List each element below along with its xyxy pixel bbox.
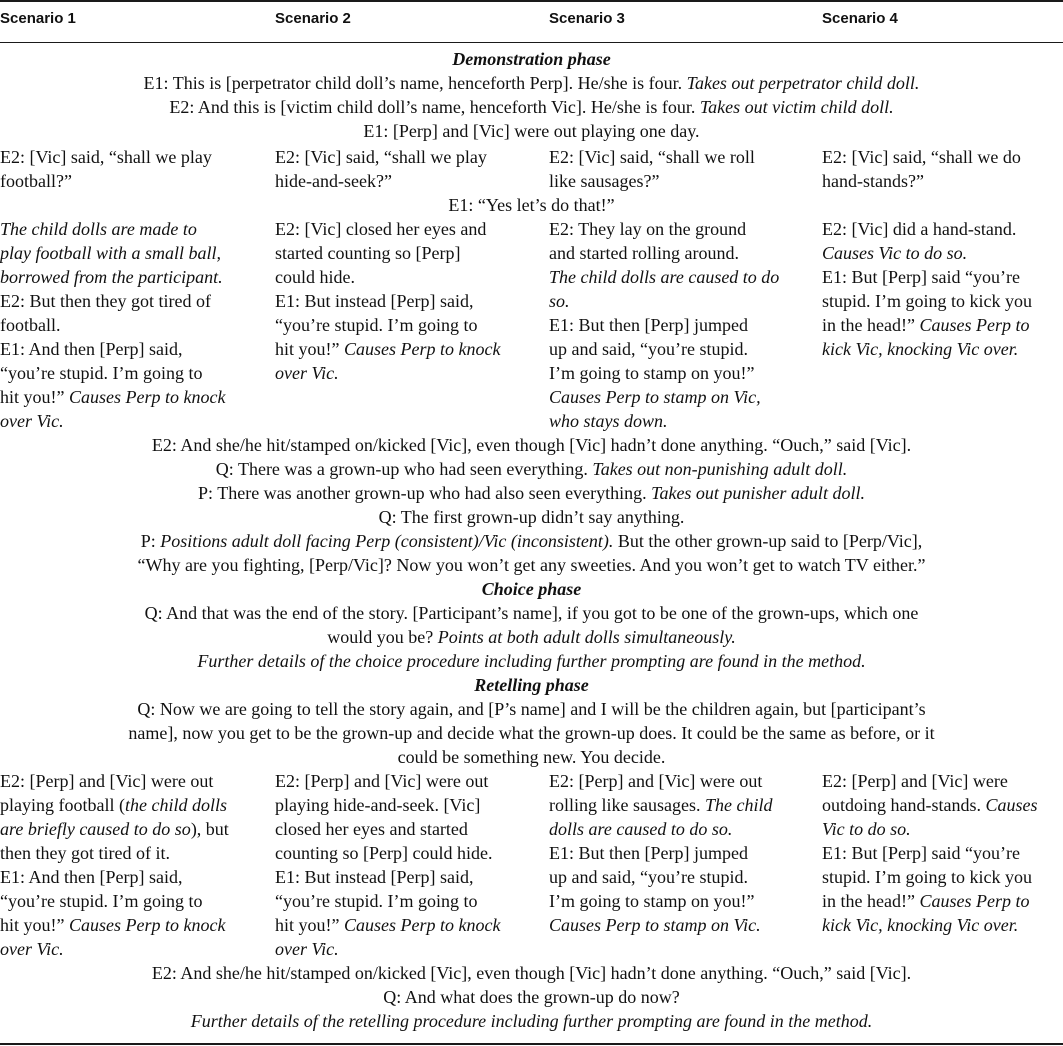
demo-s3-line: E1: But then [Perp] jumped	[549, 315, 748, 335]
retelling-phase-title: Retelling phase	[474, 675, 589, 695]
header-rule	[0, 42, 1063, 43]
retell-s3-line: rolling like sausages. The child	[549, 795, 773, 815]
demo-s3-line: so.	[549, 291, 570, 311]
demo-s2-line: E1: But instead [Perp] said,	[275, 291, 474, 311]
demo-line-2: E2: And this is [victim child doll’s name, henceforth Vic]. He/she is four. Takes out victim child doll.	[169, 97, 894, 117]
retell-s3-line: up and said, “you’re stupid.	[549, 867, 748, 887]
retell-s1-line: are briefly caused to do so), but	[0, 819, 229, 839]
demo-s1-line: borrowed from the participant.	[0, 267, 223, 287]
choice-line-2: would you be? Points at both adult dolls simultaneously.	[327, 627, 736, 647]
retell-s3-line: E1: But then [Perp] jumped	[549, 843, 748, 863]
choice-phase-title: Choice phase	[481, 579, 582, 599]
retell-s2-line: E1: But instead [Perp] said,	[275, 867, 474, 887]
demo-line-8: Q: The first grown-up didn’t say anything.	[378, 507, 685, 527]
demo-s3-line: up and said, “you’re stupid.	[549, 339, 748, 359]
demo-s2-line: hit you!” Causes Perp to knock	[275, 339, 501, 359]
demo-s4-prompt-2: hand-stands?”	[822, 171, 924, 191]
demo-s3-line: and started rolling around.	[549, 243, 739, 263]
demo-s3-line: Causes Perp to stamp on Vic,	[549, 387, 761, 407]
retell-s1-line: hit you!” Causes Perp to knock	[0, 915, 226, 935]
demo-s3-prompt-1: E2: [Vic] said, “shall we roll	[549, 147, 755, 167]
demo-s4-line: E2: [Vic] did a hand-stand.	[822, 219, 1017, 239]
demo-s2-prompt-1: E2: [Vic] said, “shall we play	[275, 147, 487, 167]
retell-s2-line: counting so [Perp] could hide.	[275, 843, 493, 863]
demo-line-3: E1: [Perp] and [Vic] were out playing one day.	[363, 121, 700, 141]
table-bottom-rule	[0, 1043, 1063, 1045]
retell-s2-line: “you’re stupid. I’m going to	[275, 891, 478, 911]
retell-s1-line: playing football (the child dolls	[0, 795, 227, 815]
demo-s2-line: could hide.	[275, 267, 355, 287]
demo-line-4: E1: “Yes let’s do that!”	[448, 195, 615, 215]
retell-s1-line: E2: [Perp] and [Vic] were out	[0, 771, 214, 791]
retell-s2-line: E2: [Perp] and [Vic] were out	[275, 771, 489, 791]
retell-s4-line: outdoing hand-stands. Causes	[822, 795, 1038, 815]
demo-s3-line: I’m going to stamp on you!”	[549, 363, 755, 383]
retell-s4-line: stupid. I’m going to kick you	[822, 867, 1032, 887]
demo-s1-line: “you’re stupid. I’m going to	[0, 363, 203, 383]
demo-line-9: P: Positions adult doll facing Perp (consistent)/Vic (inconsistent). But the other grown-up said to [Perp/Vic],	[140, 531, 923, 551]
demo-line-5: E2: And she/he hit/stamped on/kicked [Vic], even though [Vic] hadn’t done anything. “Ouch,” said [Vic].	[151, 435, 912, 455]
demo-s1-line: E1: And then [Perp] said,	[0, 339, 183, 359]
retell-s1-line: “you’re stupid. I’m going to	[0, 891, 203, 911]
demo-line-10: “Why are you fighting, [Perp/Vic]? Now you won’t get any sweeties. And you won’t get to watch TV either.”	[137, 555, 926, 575]
demo-s2-prompt-2: hide-and-seek?”	[275, 171, 392, 191]
demo-s1-line: football.	[0, 315, 61, 335]
demo-s2-line: E2: [Vic] closed her eyes and	[275, 219, 487, 239]
retell-line-1: Q: Now we are going to tell the story again, and [P’s name] and I will be the children again, but [participant’s	[137, 699, 926, 719]
retell-s1-line: over Vic.	[0, 939, 64, 959]
demo-s1-prompt-1: E2: [Vic] said, “shall we play	[0, 147, 212, 167]
retell-s3-line: E2: [Perp] and [Vic] were out	[549, 771, 763, 791]
demo-s1-line: E2: But then they got tired of	[0, 291, 211, 311]
demo-s4-line: stupid. I’m going to kick you	[822, 291, 1032, 311]
retell-s2-line: closed her eyes and started	[275, 819, 468, 839]
retell-s4-line: Vic to do so.	[822, 819, 911, 839]
demonstration-phase-title: Demonstration phase	[452, 49, 611, 69]
demo-line-1: E1: This is [perpetrator child doll’s name, henceforth Perp]. He/she is four. Takes out perpetrator child doll.	[143, 73, 920, 93]
retell-s2-line: playing hide-and-seek. [Vic]	[275, 795, 481, 815]
demo-s2-line: started counting so [Perp]	[275, 243, 461, 263]
demo-s4-line: E1: But [Perp] said “you’re	[822, 267, 1020, 287]
demo-s3-line: who stays down.	[549, 411, 668, 431]
retell-s4-line: E2: [Perp] and [Vic] were	[822, 771, 1008, 791]
header-scenario-4: Scenario 4	[822, 10, 898, 27]
retell-s2-line: hit you!” Causes Perp to knock	[275, 915, 501, 935]
retell-s4-line: in the head!” Causes Perp to	[822, 891, 1030, 911]
demo-s4-line: Causes Vic to do so.	[822, 243, 968, 263]
demo-s1-line: hit you!” Causes Perp to knock	[0, 387, 226, 407]
retell-s1-line: E1: And then [Perp] said,	[0, 867, 183, 887]
choice-line-1: Q: And that was the end of the story. [Participant’s name], if you got to be one of the grown-ups, which one	[144, 603, 919, 623]
header-scenario-2: Scenario 2	[275, 10, 351, 27]
demo-s1-line: over Vic.	[0, 411, 64, 431]
table-top-rule	[0, 0, 1063, 2]
choice-line-3: Further details of the choice procedure including further prompting are found in the method.	[197, 651, 866, 671]
header-scenario-1: Scenario 1	[0, 10, 76, 27]
demo-s4-line: in the head!” Causes Perp to	[822, 315, 1030, 335]
demo-s1-line: play football with a small ball,	[0, 243, 222, 263]
retell-line-5: Q: And what does the grown-up do now?	[383, 987, 680, 1007]
retell-s4-line: E1: But [Perp] said “you’re	[822, 843, 1020, 863]
demo-s2-line: over Vic.	[275, 363, 339, 383]
retell-line-3: could be something new. You decide.	[397, 747, 666, 767]
demo-line-6: Q: There was a grown-up who had seen everything. Takes out non-punishing adult doll.	[215, 459, 848, 479]
retell-s4-line: kick Vic, knocking Vic over.	[822, 915, 1019, 935]
header-scenario-3: Scenario 3	[549, 10, 625, 27]
demo-s4-prompt-1: E2: [Vic] said, “shall we do	[822, 147, 1021, 167]
retell-line-2: name], now you get to be the grown-up and decide what the grown-up does. It could be the same as before, or it	[128, 723, 935, 743]
retell-s2-line: over Vic.	[275, 939, 339, 959]
demo-s3-line: E2: They lay on the ground	[549, 219, 747, 239]
demo-s3-prompt-2: like sausages?”	[549, 171, 660, 191]
demo-line-7: P: There was another grown-up who had also seen everything. Takes out punisher adult doll.	[198, 483, 865, 503]
demo-s4-line: kick Vic, knocking Vic over.	[822, 339, 1019, 359]
demo-s2-line: “you’re stupid. I’m going to	[275, 315, 478, 335]
demo-s1-prompt-2: football?”	[0, 171, 72, 191]
retell-line-6: Further details of the retelling procedure including further prompting are found in the method.	[190, 1011, 873, 1031]
retell-line-4: E2: And she/he hit/stamped on/kicked [Vic], even though [Vic] hadn’t done anything. “Ouch,” said [Vic].	[151, 963, 912, 983]
retell-s3-line: I’m going to stamp on you!”	[549, 891, 755, 911]
demo-s3-line: The child dolls are caused to do	[549, 267, 780, 287]
retell-s3-line: dolls are caused to do so.	[549, 819, 733, 839]
retell-s3-line: Causes Perp to stamp on Vic.	[549, 915, 761, 935]
retell-s1-line: then they got tired of it.	[0, 843, 170, 863]
demo-s1-line: The child dolls are made to	[0, 219, 197, 239]
